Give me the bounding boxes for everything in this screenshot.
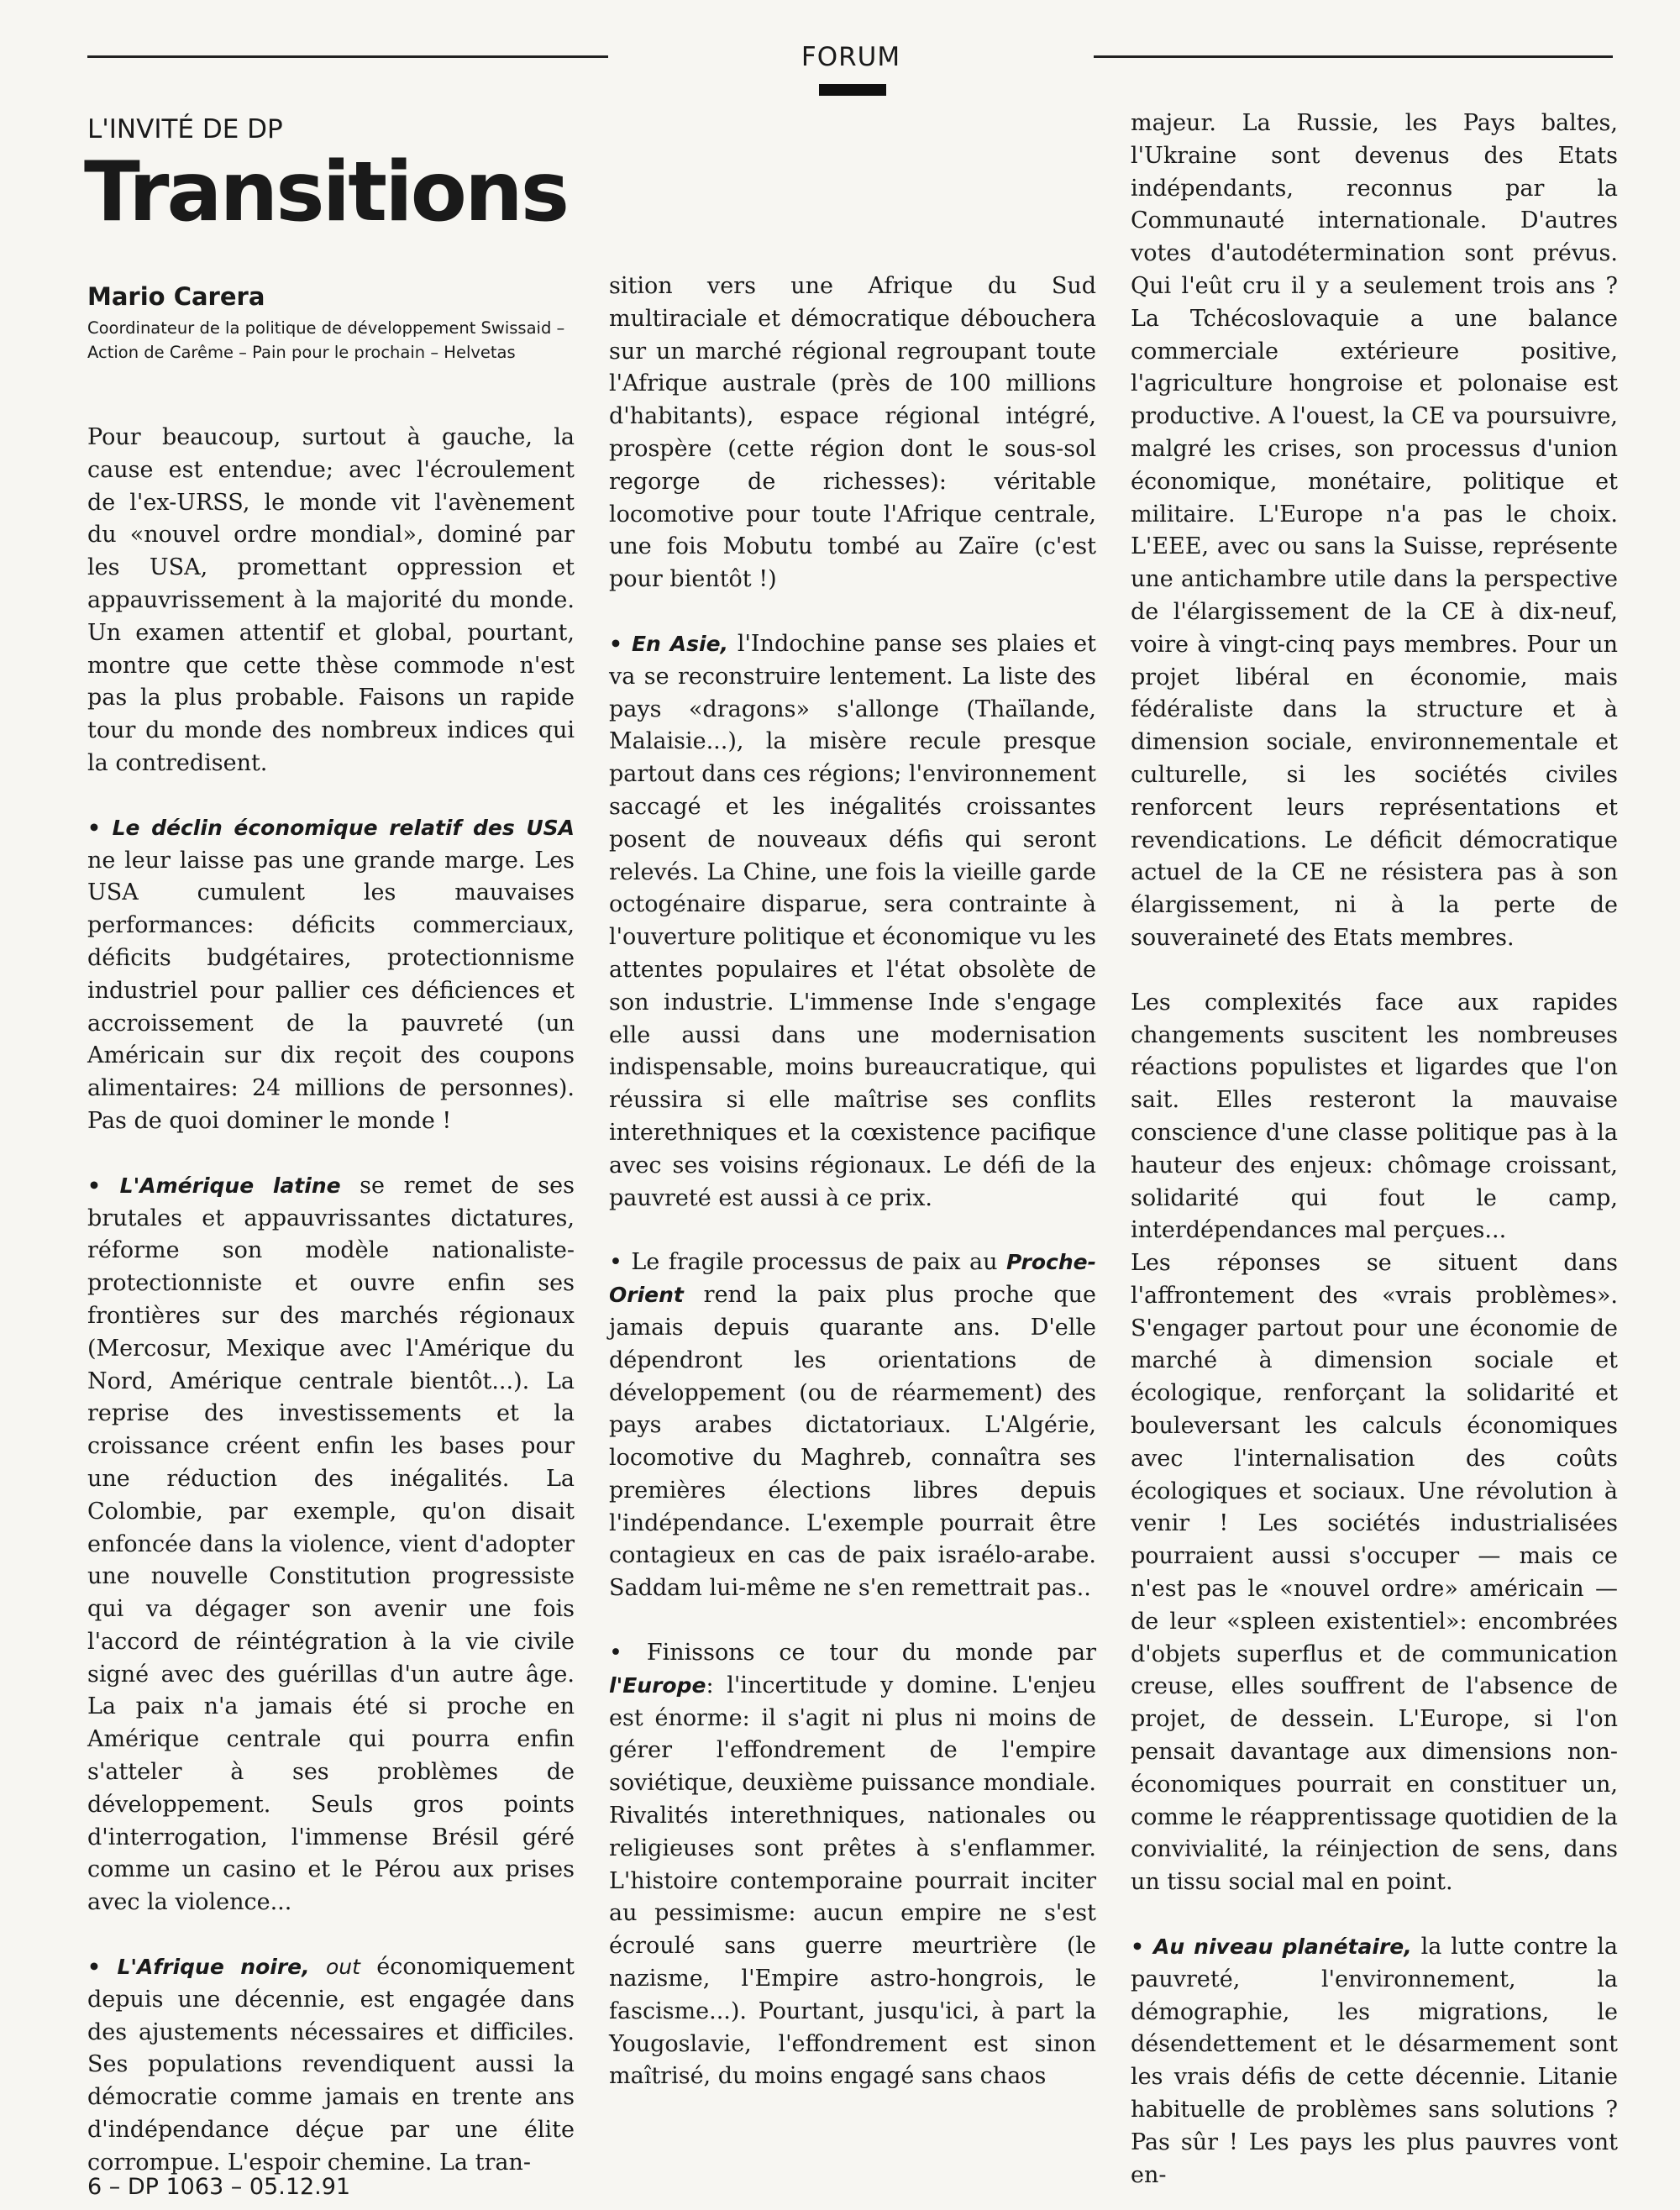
- byline: [87, 282, 578, 365]
- section-label: FORUM: [801, 42, 901, 72]
- article-title: Transitions: [84, 144, 568, 240]
- heading-usa: • Le déclin économique relatif des USA: [87, 815, 575, 840]
- heading-africa: • L'Afrique noire,: [87, 1955, 310, 1980]
- text-planetary: la lutte contre la pauvreté, l'environnement, la démographie, les migrations, le désendettement et le désarmement sont les vrais défis de cette décennie. Litanie habituelle de problèmes sans solutions ? Pas sûr ! Les pays les plus pauvres vont en-: [1131, 1934, 1618, 2188]
- paragraph-asia: [609, 628, 1096, 1215]
- text-middle-east: rend la paix plus proche que jamais depuis quarante ans. D'elle dépendront les orientations de développement (ou de réarmement) des pays arabes dictatoriaux. L'Algérie, locomotive du Maghreb, connaîtra ses premières élections libres depuis l'indépendance. L'exemple pourrait être contagieux en cas de paix israélo-arabe. Saddam lui-même ne s'en remettrait pas..: [609, 1282, 1096, 1602]
- paragraph-middle-east: [609, 1247, 1096, 1605]
- author-affiliation: Coordinateur de la politique de développement Swissaid – Action de Carême – Pain pour le prochain – Helvetas: [87, 318, 565, 362]
- header-rule-right: [1094, 55, 1613, 58]
- heading-europe: l'Europe: [609, 1672, 706, 1698]
- paragraph-intro: Pour beaucoup, surtout à gauche, la cause est entendue; avec l'écroulement de l'ex-URSS, le monde vit l'avènement du «nouvel ordre mondial», dominé par les USA, promettant oppression et appauvrissement à la majorité du monde. Un examen attentif et global, pourtant, montre que cette thèse commode n'est pas la plus probable. Faisons un rapide tour du monde des nombreux indices qui la contredisent.: [87, 424, 575, 776]
- heading-middle-east: Proche-Orient: [609, 1250, 1096, 1308]
- author-name: Mario Carera: [87, 282, 265, 311]
- header-rule-left: [87, 55, 608, 58]
- column-3: [1131, 108, 1618, 2192]
- paragraph-usa: [87, 812, 575, 1138]
- paragraph-africa-continued: sition vers une Afrique du Sud multiraciale et démocratique débouchera sur un marché régional regroupant toute l'Afrique australe (près de 100 millions d'habitants), espace régional intégré, prospère (cette région dont le sous-sol regorge de richesses): véritable locomotive pour toute l'Afrique centrale, une fois Mobutu tombé au Zaïre (c'est pour bientôt !): [609, 273, 1096, 593]
- text-latin-america: se remet de ses brutales et appauvrissantes dictatures, réforme son modèle nationaliste-protectionniste et ouvre enfin ses frontières sur des marchés régionaux (Mercosur, Mexique avec l'Amérique du Nord, Amérique centrale bientôt...). La reprise des investissements et la croissance créent enfin les bases pour une réduction des inégalités. La Colombie, par exemple, qu'on disait enfoncée dans la violence, vient d'adopter une nouvelle Constitution progressiste qui va dégager son avenir une fois l'accord de réintégration à la vie civile signé avec des guérillas d'un autre âge. La paix n'a jamais été si proche en Amérique centrale qui pourra enfin s'atteler à ses problèmes de développement. Seuls gros points d'interrogation, l'immense Brésil géré comme un casino et le Pérou aux prises avec la violence...: [87, 1172, 575, 1916]
- paragraph-planetary: [1131, 1931, 1618, 2192]
- text-europe: : l'incertitude y domine. L'enjeu est énorme: il s'agit ni plus ni moins de gérer l'effondrement de l'empire soviétique, deuxième puissance mondiale. Rivalités interethniques, nationales ou religieuses sont prêtes à s'enflammer. L'histoire contemporaine pourrait inciter au pessimisme: aucun empire ne s'est écroulé sans guerre meurtrière (le nazisme, l'Empire astro-hongrois, le fascisme...). Pourtant, jusqu'ici, à part la Yougoslavie, l'effondrement est sinon maîtrisé, du moins engagé sans chaos: [609, 1672, 1096, 2090]
- text-asia: l'Indochine panse ses plaies et va se reconstruire lentement. La liste des pays «dragons» s'allonge (Thaïlande, Malaisie...), la misère recule presque partout dans ces régions; l'environnement saccagé et les inégalités croissantes posent de nouveaux défis qui seront relevés. La Chine, une fois la vieille garde octogénaire disparue, sera contrainte à l'ouverture politique et économique vu les attentes populaires et l'état obsolète de son industrie. L'immense Inde s'engage elle aussi dans une modernisation indispensable, moins bureaucratique, qui réussira si elle maîtrise ses conflits interethniques et la cœxistence pacifique avec ses voisins régionaux. Le défi de la pauvreté est aussi à ce prix.: [609, 630, 1097, 1211]
- kicker: L'INVITÉ DE DP: [87, 114, 283, 144]
- paragraph-latin-america: [87, 1170, 575, 1919]
- text-africa: économiquement depuis une décennie, est engagée dans des ajustements nécessaires et difficiles. Ses populations revendiquent aussi la démocratie comme jamais en trente ans d'indépendance déçue par une élite corrompue. L'espoir chemine. La tran-: [87, 1954, 575, 2176]
- emphasis-out: out: [325, 1955, 360, 1980]
- section-marker: [819, 84, 886, 96]
- text-usa: ne leur laisse pas une grande marge. Les USA cumulent les mauvaises performances: déficits commerciaux, déficits budgétaires, protectionnisme industriel pour pallier ces déficiences et accroissement de la pauvreté (un Américain sur dix reçoit des coupons alimentaires: 24 millions de personnes). Pas de quoi dominer le monde !: [87, 847, 575, 1134]
- paragraph-responses: Les réponses se situent dans l'affrontement des «vrais problèmes». S'engager partout pour une économie de marché à dimension sociale et écologique, renforçant la solidarité et bouleversant les calculs économiques avec l'internalisation des coûts écologiques et sociaux. Une révolution à venir ! Les sociétés industrialisées pourraient aussi s'occuper — mais ce n'est pas le «nouvel ordre» américain — de leur «spleen existentiel»: encombrées d'objets superflus et de communication creuse, elles souffrent de l'absence de projet, de dessein. L'Europe, si l'on pensait davantage aux dimensions non-économiques pourrait en constituer un, comme le réapprentissage quotidien de la convivialité, la réinjection de sens, dans un tissu social mal en point.: [1131, 1250, 1618, 1896]
- text-europe-intro: • Finissons ce tour du monde par: [609, 1640, 1096, 1667]
- column-2: [609, 270, 1096, 2093]
- paragraph-complexities: Les complexités face aux rapides changements suscitent les nombreuses réactions populistes et ligardes que l'on sait. Elles resteront la mauvaise conscience d'une classe politique pas à la hauteur des enjeux: chômage croissant, solidarité qui fout le camp, interdépendances mal perçues...: [1131, 989, 1618, 1244]
- column-1: [87, 422, 575, 2180]
- heading-latin-america: • L'Amérique latine: [87, 1173, 341, 1198]
- heading-asia: • En Asie,: [609, 631, 729, 656]
- page-footer: 6 – DP 1063 – 05.12.91: [87, 2174, 351, 2200]
- text-middle-east-intro: • Le fragile processus de paix au: [609, 1249, 1006, 1276]
- heading-planetary: • Au niveau planétaire,: [1131, 1934, 1412, 1960]
- paragraph-europe: [609, 1637, 1096, 2093]
- paragraph-europe-continued: majeur. La Russie, les Pays baltes, l'Ukraine sont devenus des Etats indépendants, reconnus par la Communauté internationale. D'autres votes d'autodétermination sont prévus. Qui l'eût cru il y a seulement trois ans ? La Tchécoslovaquie a une balance commerciale extérieure positive, l'agriculture hongroise et polonaise est productive. A l'ouest, la CE va poursuivre, malgré les crises, son processus d'union économique, monétaire, politique et militaire. L'Europe n'a pas le choix. L'EEE, avec ou sans la Suisse, représente une antichambre utile dans la perspective de l'élargissement de la CE à dix-neuf, voire à vingt-cinq pays membres. Pour un projet libéral en économie, mais fédéraliste dans la structure et à dimension sociale, environnementale et culturelle, si les sociétés civiles renforcent leurs représentations et revendications. Le déficit démocratique actuel de la CE ne résistera pas à son élargissement, ni à la perte de souveraineté des Etats membres.: [1131, 110, 1618, 951]
- paragraph-africa: [87, 1951, 575, 2180]
